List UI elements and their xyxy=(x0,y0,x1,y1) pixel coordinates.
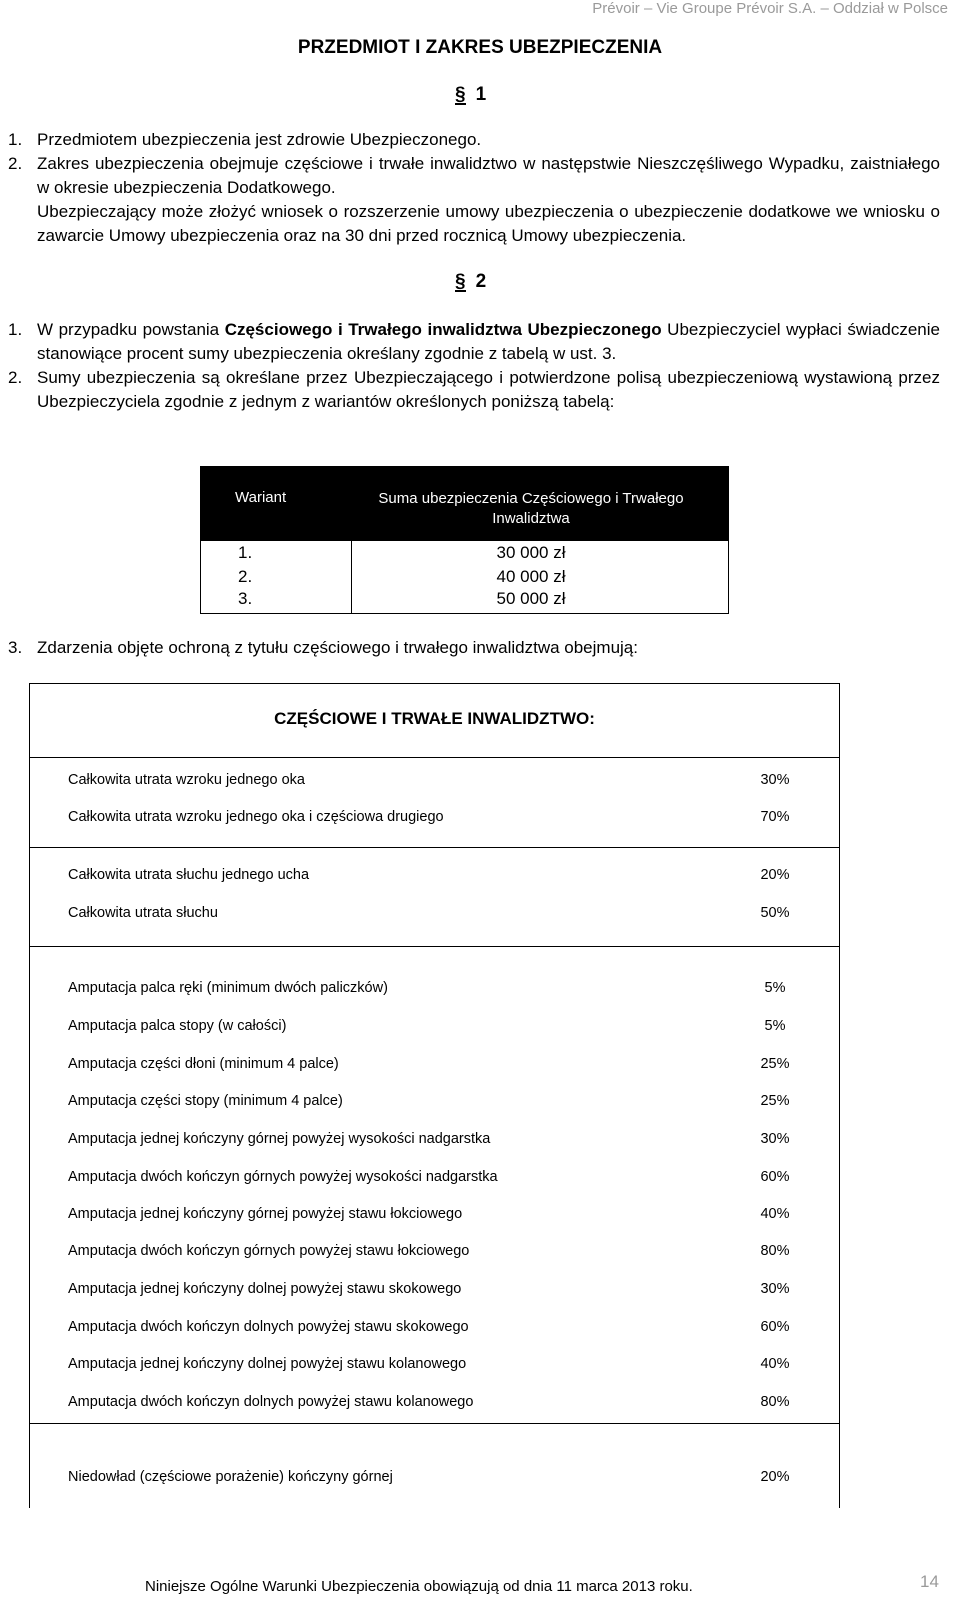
section-2-item-1 xyxy=(0,318,940,366)
page-header: Prévoir – Vie Groupe Prévoir S.A. – Oddział w Polsce xyxy=(592,0,948,17)
section-2-item-3 xyxy=(0,636,940,660)
table-row xyxy=(30,1319,839,1339)
row-label: Amputacja dwóch kończyn dolnych powyżej stawu skokowego xyxy=(68,1319,469,1335)
row-label: Całkowita utrata wzroku jednego oka i częściowa drugiego xyxy=(68,809,444,825)
item-text: Przedmiotem ubezpieczenia jest zdrowie Ubezpieczonego. xyxy=(37,130,482,149)
row-label: Całkowita utrata słuchu jednego ucha xyxy=(68,867,310,883)
item-text-end: Ubezpieczyciel wypłaci świadczenie stanowiące procent sumy ubezpieczenia określany zgodnie z tabelą w ust. 3. xyxy=(37,320,940,363)
table-row xyxy=(30,1131,839,1151)
page-number: 14 xyxy=(920,1572,939,1591)
section-1-item-2 xyxy=(0,152,940,200)
table-row xyxy=(30,1469,839,1489)
row-value: 30% xyxy=(760,1131,790,1147)
section-1-item-2-continuation: Ubezpieczający może złożyć wniosek o rozszerzenie umowy ubezpieczenia o ubezpieczenie dodatkowe we wniosku o zawarcie Umowy ubezpieczenia oraz na 30 dni przed rocznicą Umowy ubezpieczenia. xyxy=(37,202,940,245)
sum-cell: 30 000 zł xyxy=(496,543,566,562)
table-row xyxy=(30,1243,839,1263)
item-text: Zakres ubezpieczenia obejmuje częściowe i trwałe inwalidztwo w następstwie Nieszczęśliwego Wypadku, zaistniałego w okresie ubezpieczenia Dodatkowego. xyxy=(37,154,940,197)
section-number: 2 xyxy=(475,271,487,292)
section-2-item-2 xyxy=(0,366,940,414)
table-row xyxy=(30,980,839,1000)
variant-cell: 3. xyxy=(238,589,253,608)
table-row xyxy=(30,1093,839,1113)
row-label: Niedowład (częściowe porażenie) kończyny górnej xyxy=(68,1469,393,1485)
row-value: 50% xyxy=(760,905,790,921)
item-number: 1. xyxy=(8,130,23,149)
row-value: 30% xyxy=(760,772,790,788)
row-value: 20% xyxy=(760,867,790,883)
section-symbol: § xyxy=(455,271,466,292)
row-value: 25% xyxy=(760,1056,790,1072)
row-value: 5% xyxy=(764,980,786,996)
item-text: Zdarzenia objęte ochroną z tytułu częściowego i trwałego inwalidztwa obejmują: xyxy=(37,638,638,657)
row-value: 40% xyxy=(760,1206,790,1222)
disability-table-title: CZĘŚCIOWE I TRWAŁE INWALIDZTWO: xyxy=(274,709,595,728)
table-row xyxy=(30,1394,839,1414)
sum-cell: 50 000 zł xyxy=(496,589,566,608)
table-row xyxy=(30,1056,839,1076)
section-number: 1 xyxy=(475,84,487,105)
page-title: PRZEDMIOT I ZAKRES UBEZPIECZENIA xyxy=(297,37,663,58)
row-label: Amputacja jednej kończyny górnej powyżej stawu łokciowego xyxy=(68,1206,463,1222)
section-1-heading xyxy=(455,84,486,106)
section-2-heading xyxy=(455,271,486,293)
row-value: 80% xyxy=(760,1394,790,1410)
table-row xyxy=(201,567,728,591)
item-text-start: W przypadku powstania xyxy=(37,320,225,339)
section-1-item-1 xyxy=(0,128,940,152)
table-row xyxy=(30,1169,839,1189)
row-label: Amputacja dwóch kończyn górnych powyżej stawu łokciowego xyxy=(68,1243,470,1259)
page-footer: Niniejsze Ogólne Warunki Ubezpieczenia obowiązują od dnia 11 marca 2013 roku. xyxy=(145,1578,693,1595)
table-row xyxy=(30,1281,839,1301)
divider xyxy=(30,757,839,758)
variant-table xyxy=(200,466,729,614)
divider xyxy=(30,847,839,848)
table-row xyxy=(30,905,839,925)
row-value: 20% xyxy=(760,1469,790,1485)
table-row xyxy=(30,772,839,792)
section-symbol: § xyxy=(455,84,466,105)
table-row xyxy=(201,589,728,613)
sum-cell: 40 000 zł xyxy=(496,567,566,586)
header-sum: Suma ubezpieczenia Częściowego i Trwałego Inwalidztwa xyxy=(378,490,684,527)
row-label: Całkowita utrata wzroku jednego oka xyxy=(68,772,305,788)
row-label: Amputacja jednej kończyny dolnej powyżej stawu skokowego xyxy=(68,1281,462,1297)
row-label: Amputacja jednej kończyny górnej powyżej wysokości nadgarstka xyxy=(68,1131,491,1147)
disability-table xyxy=(29,683,840,1508)
table-row xyxy=(30,809,839,829)
row-value: 30% xyxy=(760,1281,790,1297)
item-number: 2. xyxy=(8,154,23,173)
row-value: 60% xyxy=(760,1169,790,1185)
row-label: Całkowita utrata słuchu xyxy=(68,905,218,921)
row-value: 5% xyxy=(764,1018,786,1034)
item-number: 2. xyxy=(8,368,23,387)
variant-cell: 2. xyxy=(238,567,253,586)
row-value: 40% xyxy=(760,1356,790,1372)
row-label: Amputacja jednej kończyny dolnej powyżej stawu kolanowego xyxy=(68,1356,467,1372)
item-text-bold: Częściowego i Trwałego inwalidztwa Ubezpieczonego xyxy=(224,320,662,339)
row-label: Amputacja części stopy (minimum 4 palce) xyxy=(68,1093,343,1109)
row-value: 80% xyxy=(760,1243,790,1259)
variant-table-header xyxy=(201,467,728,541)
table-row xyxy=(201,543,728,567)
table-row xyxy=(30,1356,839,1376)
divider xyxy=(30,946,839,947)
item-text: Sumy ubezpieczenia są określane przez Ubezpieczającego i potwierdzone polisą ubezpieczeniową wystawioną przez Ubezpieczyciela zgodnie z jednym z wariantów określonych poniższą tabelą: xyxy=(37,368,940,411)
item-number: 3. xyxy=(8,638,23,657)
row-value: 70% xyxy=(760,809,790,825)
row-value: 60% xyxy=(760,1319,790,1335)
table-row xyxy=(30,1018,839,1038)
variant-cell: 1. xyxy=(238,543,253,562)
row-label: Amputacja dwóch kończyn dolnych powyżej stawu kolanowego xyxy=(68,1394,474,1410)
row-value: 25% xyxy=(760,1093,790,1109)
row-label: Amputacja dwóch kończyn górnych powyżej wysokości nadgarstka xyxy=(68,1169,498,1185)
table-row xyxy=(30,1206,839,1226)
header-variant: Wariant xyxy=(235,489,287,506)
row-label: Amputacja palca stopy (w całości) xyxy=(68,1018,287,1034)
item-number: 1. xyxy=(8,320,23,339)
divider xyxy=(30,1423,839,1424)
table-row xyxy=(30,867,839,887)
row-label: Amputacja palca ręki (minimum dwóch paliczków) xyxy=(68,980,388,996)
row-label: Amputacja części dłoni (minimum 4 palce) xyxy=(68,1056,339,1072)
